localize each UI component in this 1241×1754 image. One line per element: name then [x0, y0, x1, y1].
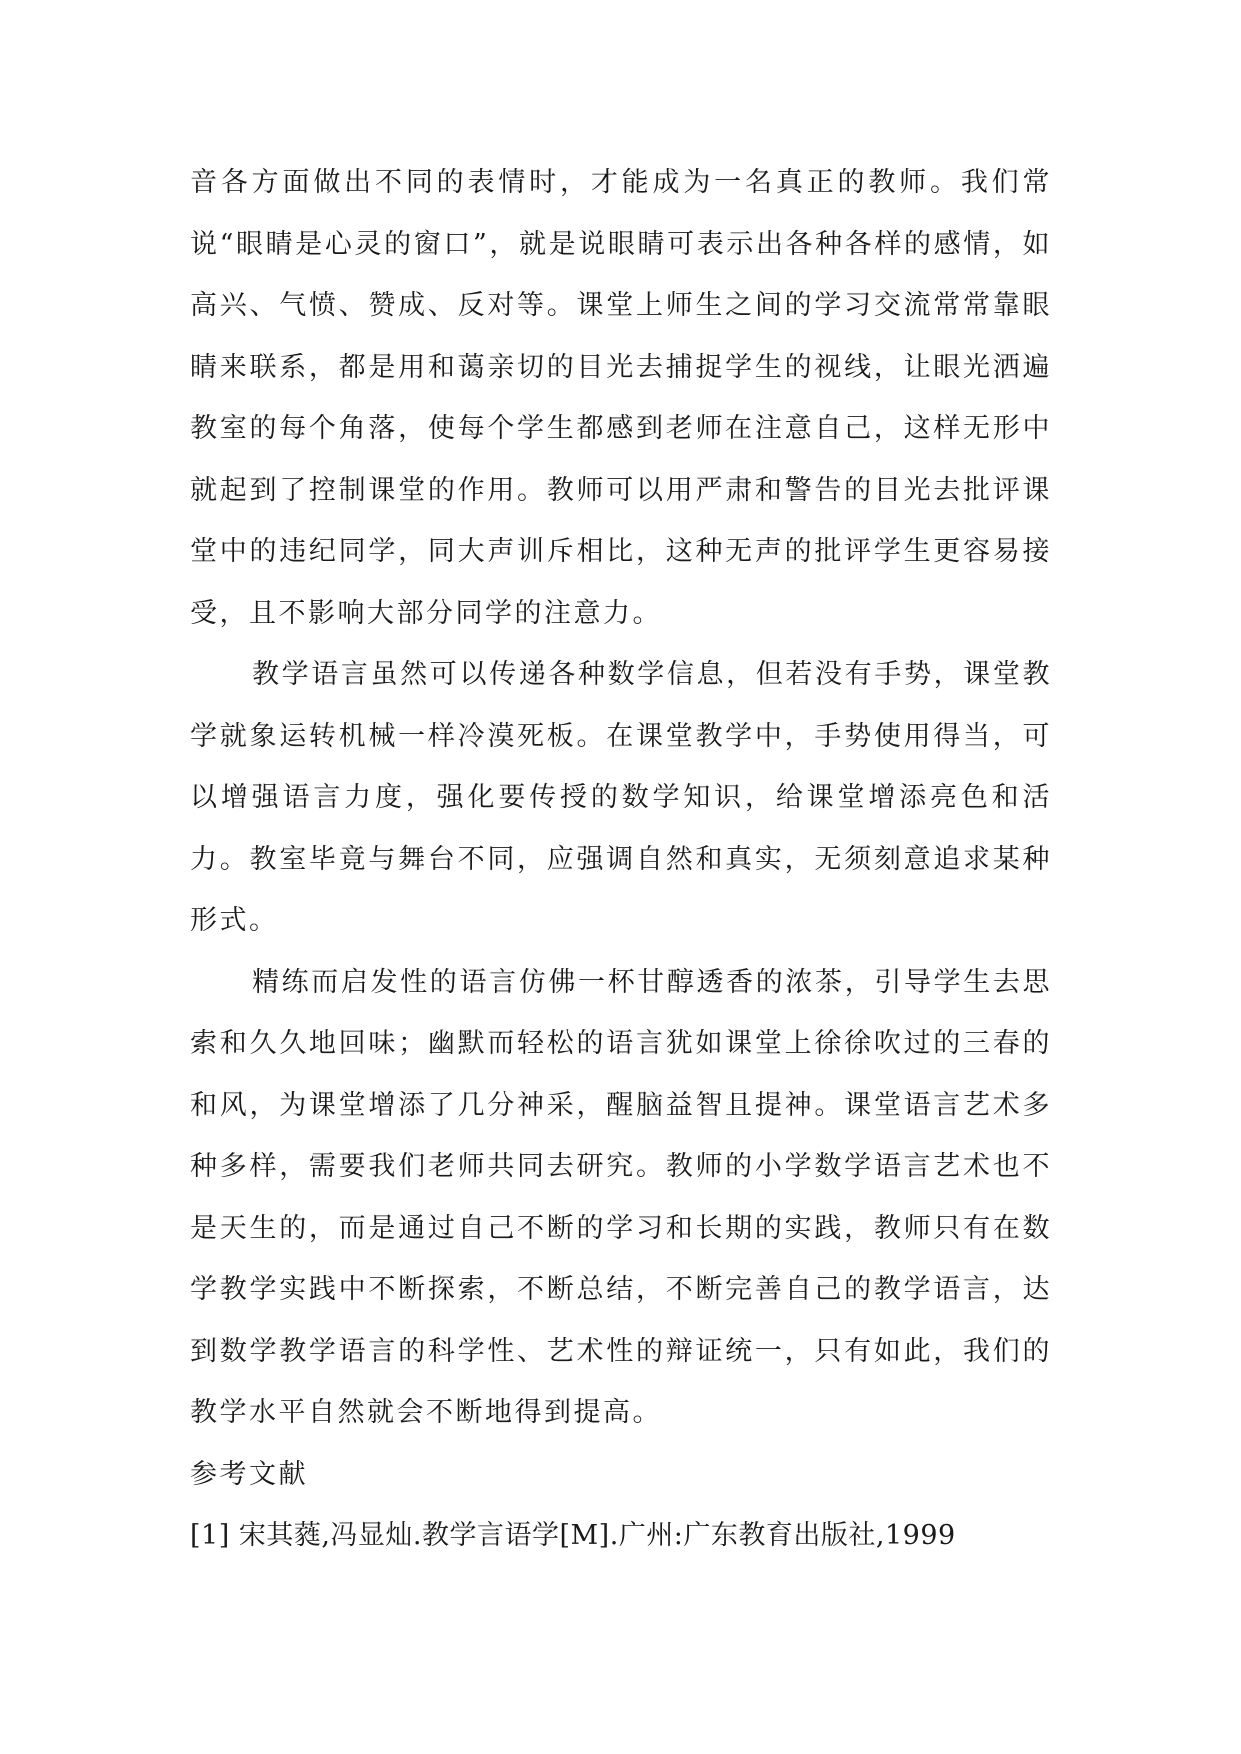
reference-item-1: [1] 宋其蕤,冯显灿.教学言语学[M].广州:广东教育出版社,1999: [190, 1520, 956, 1551]
references-heading: 参考文献: [190, 1458, 308, 1490]
body-paragraph-3: 精练而启发性的语言仿佛一杯甘醇透香的浓茶，引导学生去思索和久久地回味；幽默而轻松的语言犹如课堂上徐徐吹过的三春的和风，为课堂增添了几分神采，醒脑益智且提神。课堂语言艺术多种多样，需要我们老师共同去研究。教师的小学数学语言艺术也不是天生的，而是通过自己不断的学习和长期的实践，教师只有在数学教学实践中不断探索，不断总结，不断完善自己的教学语言，达到数学教学语言的科学性、艺术性的辩证统一，只有如此，我们的教学水平自然就会不断地得到提高。: [190, 966, 1052, 1428]
body-paragraph-1: 音各方面做出不同的表情时，才能成为一名真正的教师。我们常说“眼睛是心灵的窗口”，就是说眼睛可表示出各种各样的感情，如高兴、气愤、赞成、反对等。课堂上师生之间的学习交流常常靠眼睛来联系，都是用和蔼亲切的目光去捕捉学生的视线，让眼光洒遍教室的每个角落，使每个学生都感到老师在注意自己，这样无形中就起到了控制课堂的作用。教师可以用严肃和警告的目光去批评课堂中的违纪同学，同大声训斥相比，这种无声的批评学生更容易接受，且不影响大部分同学的注意力。: [190, 167, 1052, 629]
document-body: [190, 152, 1052, 1567]
body-paragraph-2: 教学语言虽然可以传递各种数学信息，但若没有手势，课堂教学就象运转机械一样冷漠死板。在课堂教学中，手势使用得当，可以增强语言力度，强化要传授的数学知识，给课堂增添亮色和活力。教室毕竟与舞台不同，应强调自然和真实，无须刻意追求某种形式。: [190, 659, 1052, 936]
